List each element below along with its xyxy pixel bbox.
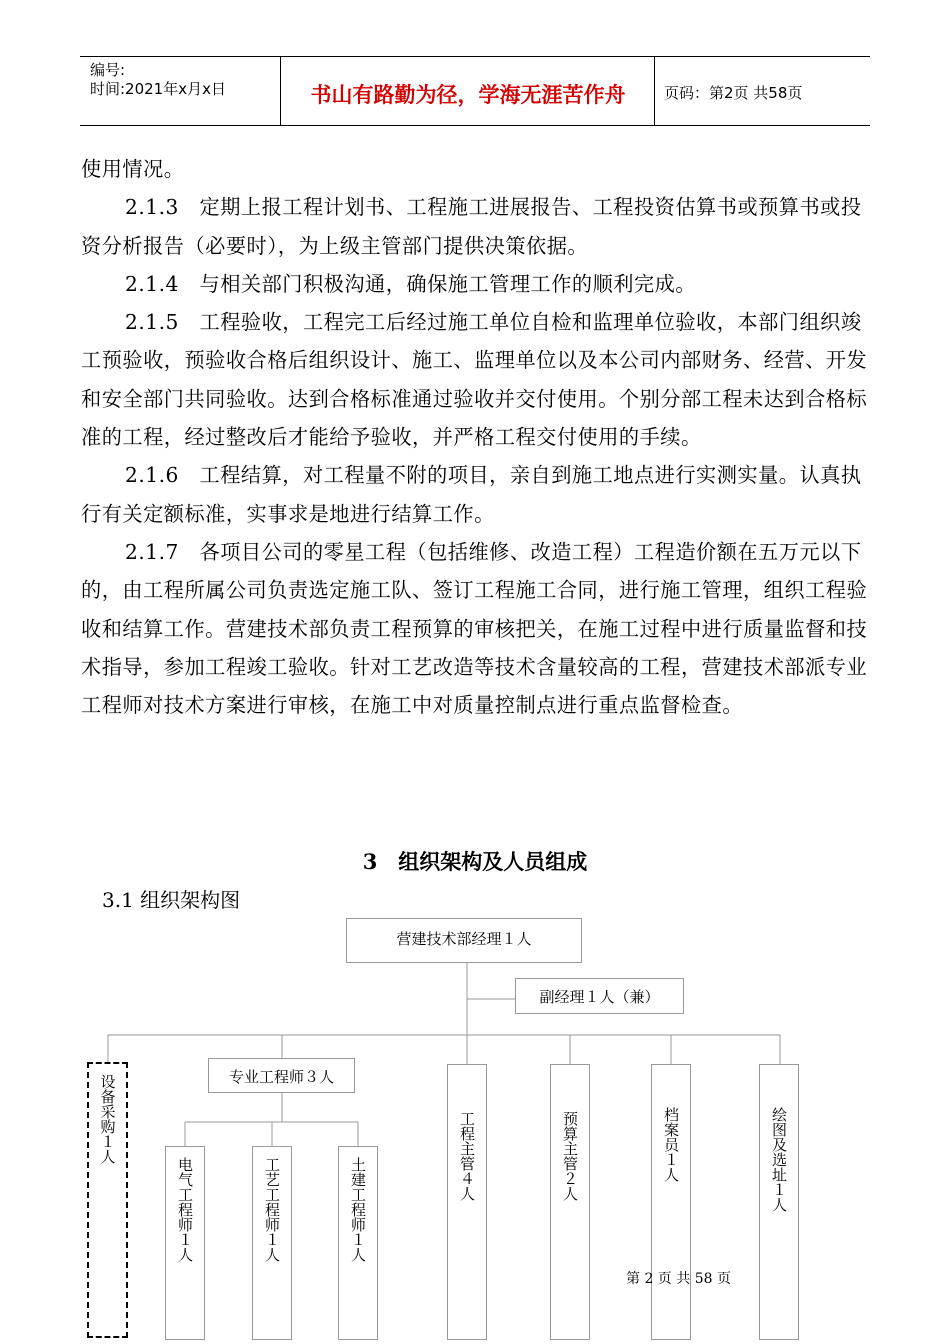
paragraph: 使用情况。 (81, 157, 185, 181)
org-box-equipment: 设备采购１人 (87, 1062, 128, 1338)
header-divider (280, 57, 281, 125)
org-box-manager: 营建技术部经理１人 (346, 918, 582, 963)
org-box-electrical: 电气工程师１人 (165, 1146, 205, 1340)
header-page-info: 页码：第2页 共58页 (664, 84, 803, 102)
org-box-specialists: 专业工程师３人 (208, 1058, 355, 1093)
page-footer: 第 2 页 共 58 页 (626, 1271, 731, 1287)
section-title: 3 组织架构及人员组成 (362, 849, 588, 874)
paragraph: 2.1.6 工程结算，对工程量不附的项目，亲自到施工地点进行实测实量。认真执行有关定额标准，实事求是地进行结算工作。 (81, 463, 862, 526)
org-box-archivist: 档案员１人 (651, 1064, 691, 1340)
paragraph: 2.1.7 各项目公司的零星工程（包括维修、改造工程）工程造价额在五万元以下的，由工程所属公司负责选定施工队、签订工程施工合同，进行施工管理，组织工程验收和结算工作。营建技术部负责工程预算的审核把关，在施工过程中进行质量监督和技术指导，参加工程竣工验收。针对工艺改造等技术含量较高的工程，营建技术部派专业工程师对技术方案进行审核，在施工中对质量控制点进行重点监督检查。 (81, 539, 868, 718)
org-box-drafting: 绘图及选址１人 (759, 1064, 799, 1340)
body-text (81, 150, 876, 724)
subsection-title: 3.1 组织架构图 (102, 888, 241, 912)
paragraph: 2.1.5 工程验收，工程完工后经过施工单位自检和监理单位验收，本部门组织竣工预验收，预验收合格后组织设计、施工、监理单位以及本公司内部财务、经营、开发和安全部门共同验收。达到合格标准通过验收并交付使用。个别分部工程未达到合格标准的工程，经过整改后才能给予验收，并严格工程交付使用的手续。 (81, 310, 868, 450)
org-box-civil: 土建工程师１人 (338, 1146, 378, 1340)
org-box-budget-lead: 预算主管２人 (550, 1064, 590, 1340)
org-box-project-lead: 工程主管４人 (447, 1064, 487, 1340)
org-box-deputy: 副经理１人（兼） (515, 978, 684, 1014)
header-meta (90, 61, 226, 99)
paragraph: 2.1.3 定期上报工程计划书、工程施工进展报告、工程投资估算书或预算书或投资分析报告（必要时），为上级主管部门提供决策依据。 (81, 195, 862, 258)
header-divider (654, 57, 655, 125)
org-box-process: 工艺工程师１人 (252, 1146, 292, 1340)
doc-time-label: 时间:2021年x月x日 (90, 80, 226, 98)
doc-number-label: 编号: (90, 61, 126, 79)
page-header (80, 56, 870, 126)
header-motto: 书山有路勤为径，学海无涯苦作舟 (310, 83, 626, 107)
paragraph: 2.1.4 与相关部门积极沟通，确保施工管理工作的顺利完成。 (125, 271, 697, 296)
